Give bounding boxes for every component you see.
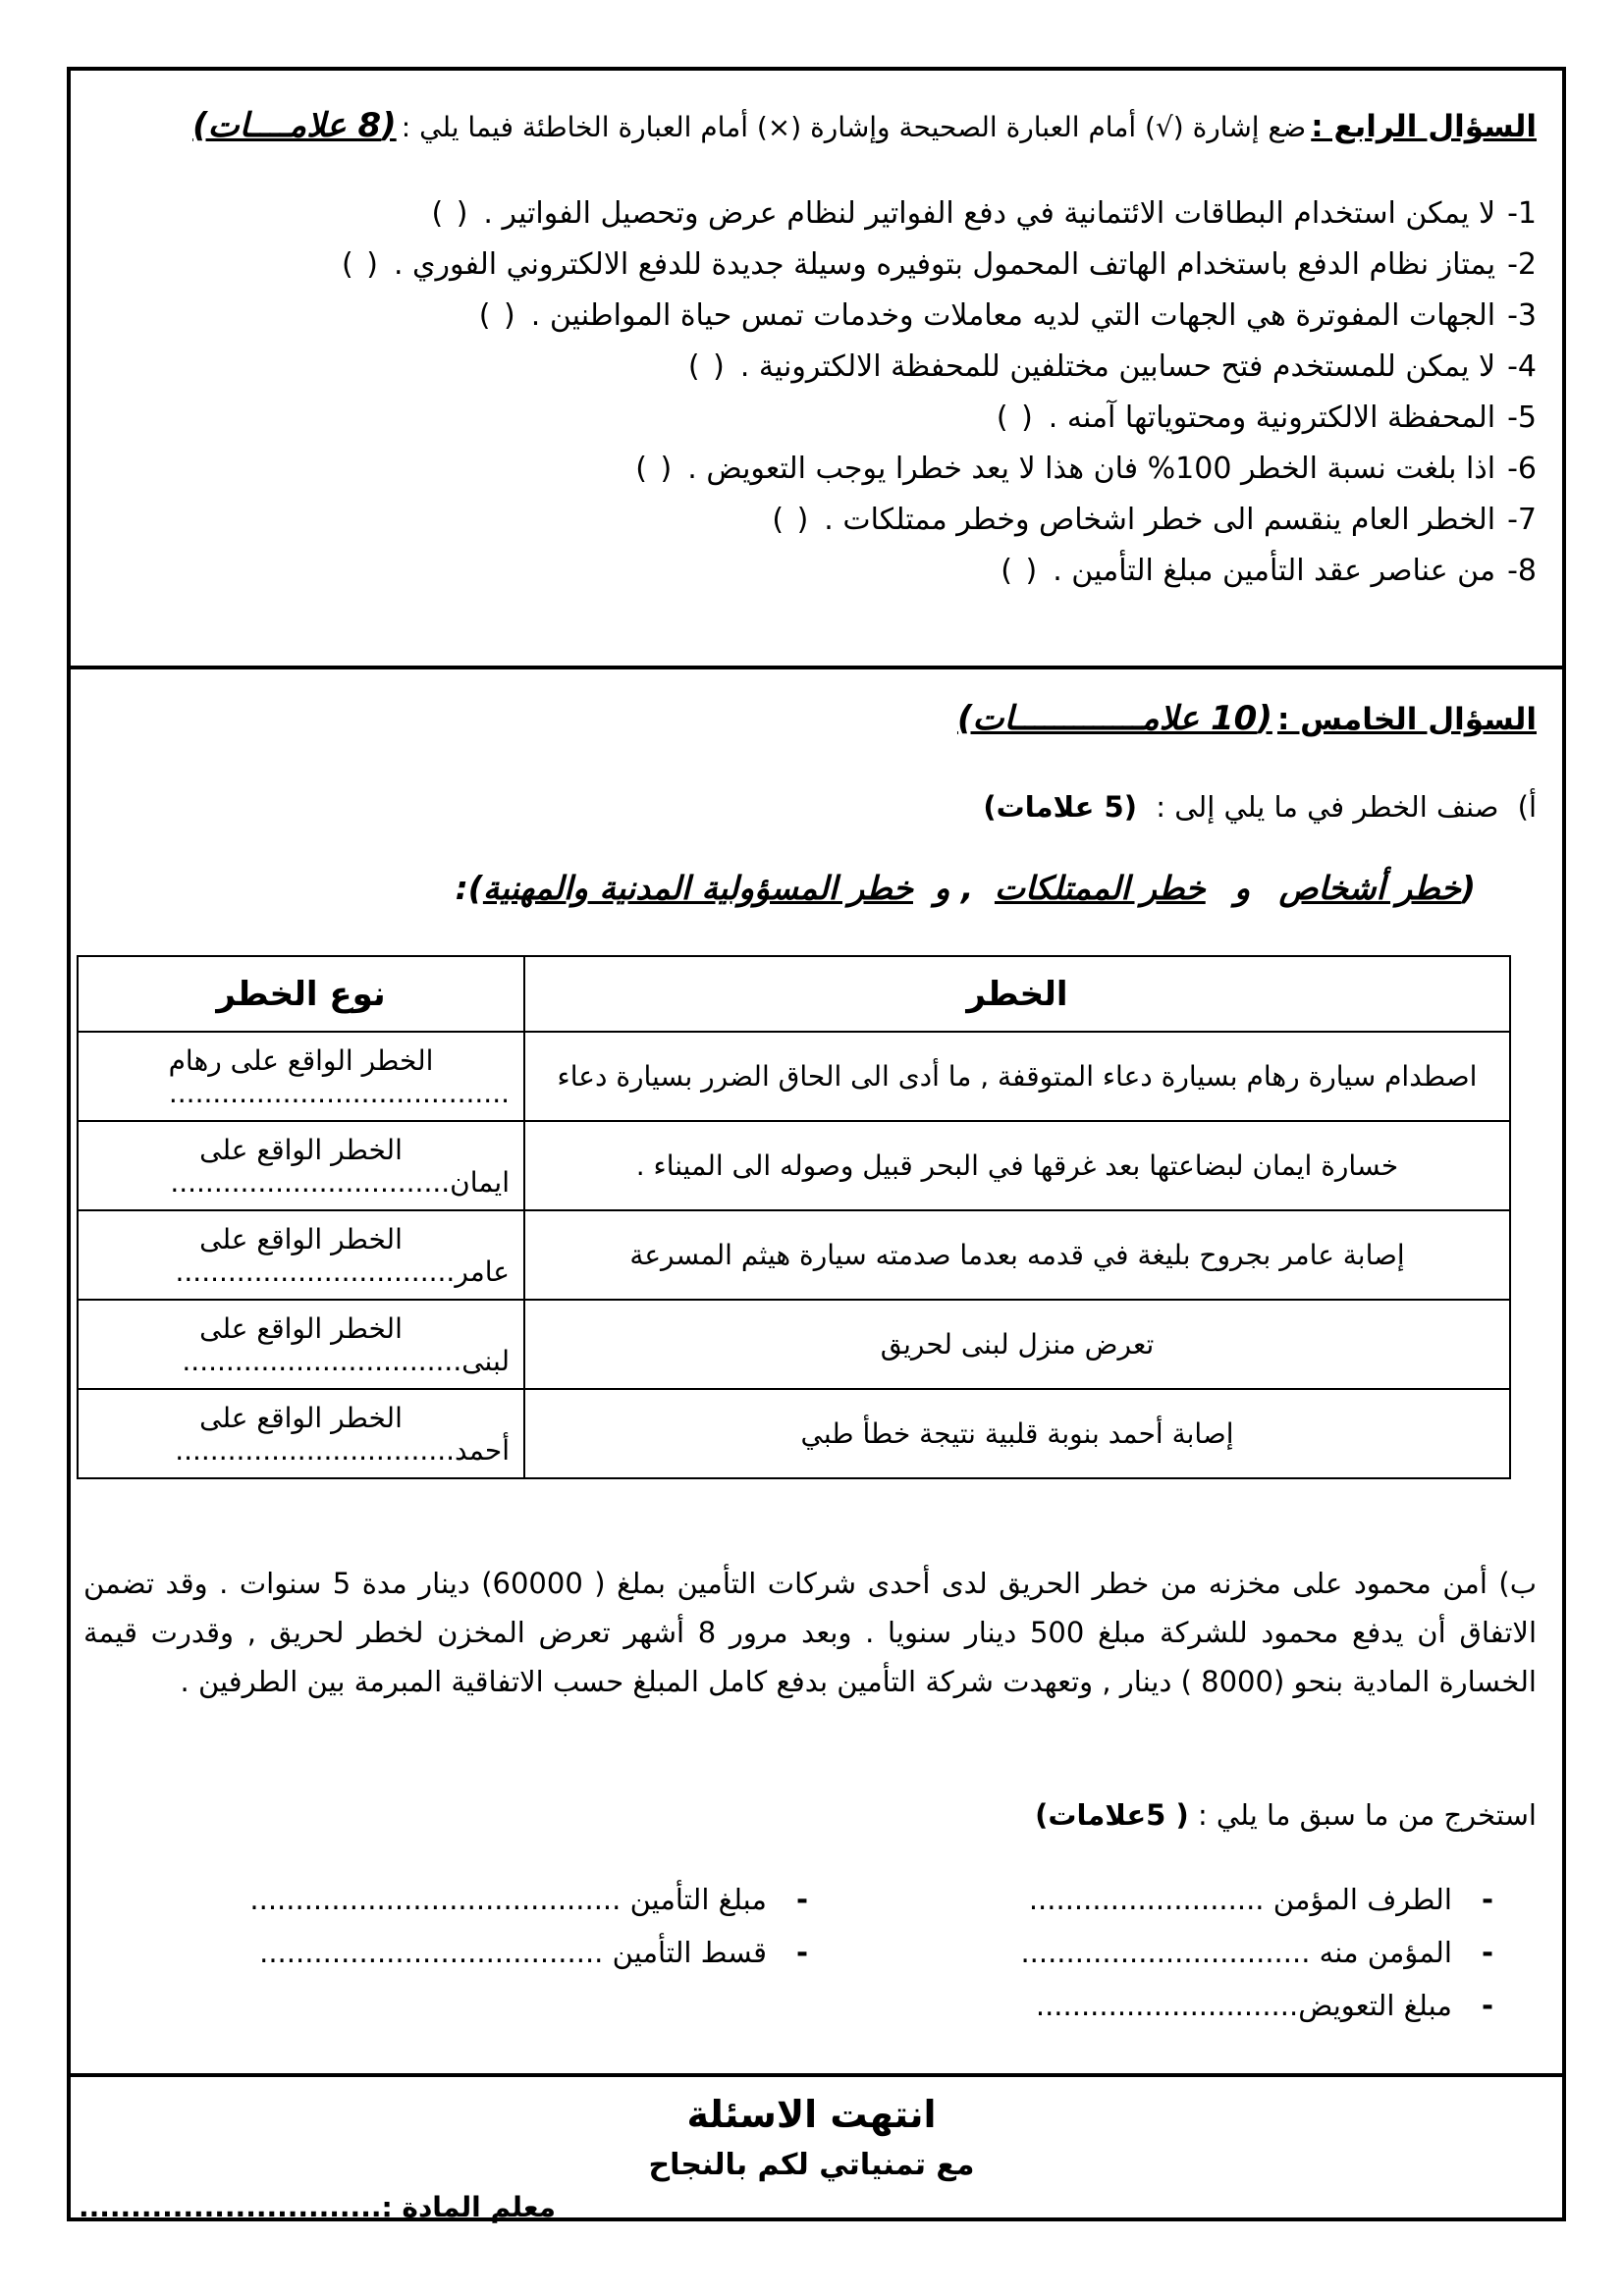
table-row [78, 1300, 1510, 1389]
section-divider-q4-q5 [67, 666, 1566, 669]
field-sum-insured-text: مبلغ التأمين ......................................... [249, 1883, 767, 1916]
q4-item-5 [997, 400, 1537, 435]
field-insured[interactable] [1029, 1883, 1493, 1916]
item-number: 8- [1507, 554, 1537, 588]
item-number: 7- [1507, 503, 1537, 537]
risk-type-cell[interactable] [78, 1121, 524, 1210]
table-row [78, 1389, 1510, 1478]
item-number: 4- [1507, 349, 1537, 384]
item-number: 1- [1507, 196, 1537, 231]
field-sum-insured[interactable] [249, 1883, 808, 1916]
item-text: الجهات المفوترة هي الجهات التي لديه معاملات وخدمات تمس حياة المواطنين . [530, 298, 1496, 333]
field-premium-text: قسط التأمين ...................................... [259, 1936, 767, 1969]
q4-item-7 [772, 503, 1537, 537]
part-b-paragraph: ب) أمن محمود على مخزنه من خطر الحريق لدى أحدى شركات التأمين بملغ ( 60000) دينار مدة 5 سنوات . وقد تضمن الاتفاق أن يدفع محمود للشركة مبلغ 500 دينار سنويا . وبعد مرور 8 أشهر تعرض المخزن لخطر لحريق , وقدرت قيمة الخسارة المادية بنحو (8000 ) دينار , وتعهدت شركة التأمين بدفع كامل المبلغ حسب الاتفاقية المبرمة بين الطرفين . [83, 1567, 1538, 1698]
header-risk-type: نوع الخطر [78, 956, 524, 1032]
type-answer-line[interactable]: ايمان................................ [170, 1165, 510, 1199]
category-liability: خطر المسؤولية المدنية والمهنية [482, 869, 913, 907]
part-a-marks: (5 علامات) [983, 790, 1137, 824]
q4-item-6 [635, 452, 1537, 486]
item-number: 5- [1507, 400, 1537, 435]
answer-box[interactable]: ( ) [772, 503, 811, 537]
risk-cell: اصطدام سيارة رهام بسيارة دعاء المتوقفة , ما أدى الى الحاق الضرر بسيارة دعاء [524, 1032, 1510, 1121]
q5-part-a-prompt [983, 790, 1537, 824]
type-prompt: الخطر الواقع على رهام [168, 1043, 434, 1077]
item-text: اذا بلغت نسبة الخطر 100% فان هذا لا يعد خطرا يوجب التعويض . [687, 452, 1496, 486]
bullet-dash: - [795, 1936, 808, 1969]
answer-box[interactable]: ( ) [1001, 554, 1040, 588]
field-insured-against-text: المؤمن منه ................................ [1020, 1936, 1452, 1969]
extract-marks: ( 5علامات) [1035, 1798, 1189, 1832]
table-header-row [78, 956, 1510, 1032]
q5-header [957, 699, 1537, 738]
category-and-1: و [1234, 869, 1251, 907]
paren-open: ( [1460, 869, 1476, 907]
category-and-2: , و [934, 869, 974, 907]
risk-categories [456, 869, 1476, 907]
type-answer-line[interactable]: عامر................................ [175, 1255, 510, 1288]
q5-title: السؤال الخامس : [1276, 702, 1537, 737]
field-insured-against[interactable] [1020, 1936, 1493, 1969]
risk-type-cell[interactable] [78, 1389, 524, 1478]
bullet-dash: - [1481, 1989, 1493, 2022]
risk-type-cell[interactable] [78, 1032, 524, 1121]
item-text: يمتاز نظام الدفع باستخدام الهاتف المحمول بتوفيره وسيلة جديدة للدفع الالكتروني الفوري . [393, 247, 1496, 282]
item-text: لا يمكن للمستخدم فتح حسابين مختلفين للمحفظة الالكترونية . [739, 349, 1496, 384]
risk-cell: خسارة ايمان لبضاعتها بعد غرقها في البحر قبيل وصوله الى الميناء . [524, 1121, 1510, 1210]
section-divider-footer [67, 2073, 1566, 2077]
q4-instruction: ضع إشارة (√) أمام العبارة الصحيحة وإشارة (×) أمام العبارة الخاطئة فيما يلي : [401, 111, 1307, 143]
answer-box[interactable]: ( ) [478, 298, 517, 333]
item-text: لا يمكن استخدام البطاقات الائتمانية في دفع الفواتير لنظام عرض وتحصيل الفواتير . [483, 196, 1496, 231]
good-luck-wishes: مع تمنياتي لكم بالنجاح [648, 2148, 975, 2182]
type-prompt: الخطر الواقع على [199, 1133, 403, 1166]
part-a-label: أ) [1517, 790, 1537, 824]
item-number: 3- [1507, 298, 1537, 333]
bullet-dash: - [1481, 1883, 1493, 1916]
item-number: 6- [1507, 452, 1537, 486]
q4-title: السؤال الرابع : [1311, 109, 1537, 144]
part-b-extract-prompt [1035, 1798, 1537, 1832]
answer-box[interactable]: ( ) [996, 400, 1035, 435]
table-row [78, 1032, 1510, 1121]
answer-box[interactable]: ( ) [431, 196, 470, 231]
item-text: الخطر العام ينقسم الى خطر اشخاص وخطر ممتلكات . [824, 503, 1496, 537]
type-answer-line[interactable]: ....................................... [168, 1076, 510, 1109]
table-row [78, 1121, 1510, 1210]
risk-cell: إصابة عامر بجروح بليغة في قدمه بعدما صدمته سيارة هيثم المسرعة [524, 1210, 1510, 1300]
risk-type-cell[interactable] [78, 1300, 524, 1389]
category-property: خطر الممتلكات [994, 869, 1206, 907]
q4-item-1 [431, 196, 1537, 231]
answer-box[interactable]: ( ) [687, 349, 727, 384]
bullet-dash: - [795, 1883, 808, 1916]
type-prompt: الخطر الواقع على [199, 1311, 403, 1345]
table-row [78, 1210, 1510, 1300]
q4-item-8 [1001, 554, 1537, 588]
q4-item-4 [688, 349, 1537, 384]
risk-cell: إصابة أحمد بنوبة قلبية نتيجة خطأ طبي [524, 1389, 1510, 1478]
q4-header [192, 106, 1537, 145]
q4-item-3 [479, 298, 1537, 333]
risk-classification-table [77, 955, 1511, 1479]
type-prompt: الخطر الواقع على [199, 1222, 403, 1255]
type-prompt: الخطر الواقع على [199, 1401, 403, 1434]
header-risk: الخطر [524, 956, 1510, 1032]
part-a-text: صنف الخطر في ما يلي إلى : [1156, 790, 1499, 824]
field-insured-text: الطرف المؤمن .......................... [1028, 1883, 1452, 1916]
q4-item-2 [342, 247, 1537, 282]
item-text: المحفظة الالكترونية ومحتوياتها آمنه . [1048, 400, 1496, 435]
q5-marks: (10 علامـــــــــــــات) [956, 699, 1272, 738]
answer-box[interactable]: ( ) [341, 247, 380, 282]
item-number: 2- [1507, 247, 1537, 282]
item-text: من عناصر عقد التأمين مبلغ التأمين . [1053, 554, 1496, 588]
bullet-dash: - [1481, 1936, 1493, 1969]
paren-close: ): [455, 869, 483, 907]
category-persons: خطر أشخاص [1278, 869, 1461, 907]
risk-cell: تعرض منزل لبنى لحريق [524, 1300, 1510, 1389]
type-answer-line[interactable]: أحمد................................ [175, 1433, 510, 1467]
risk-type-cell[interactable] [78, 1210, 524, 1300]
field-compensation-text: مبلغ التعويض............................. [1035, 1989, 1452, 2022]
answer-box[interactable]: ( ) [635, 452, 675, 486]
field-premium[interactable] [259, 1936, 808, 1969]
q4-marks: (8 علامــــات) [192, 106, 397, 145]
extract-text: استخرج من ما سبق ما يلي : [1197, 1798, 1537, 1832]
field-compensation[interactable] [1036, 1989, 1493, 2022]
end-of-questions: انتهت الاسئلة [686, 2093, 937, 2136]
teacher-signature-line: معلم المادة :............................. [79, 2191, 556, 2223]
type-answer-line[interactable]: لبنى................................ [182, 1344, 510, 1377]
